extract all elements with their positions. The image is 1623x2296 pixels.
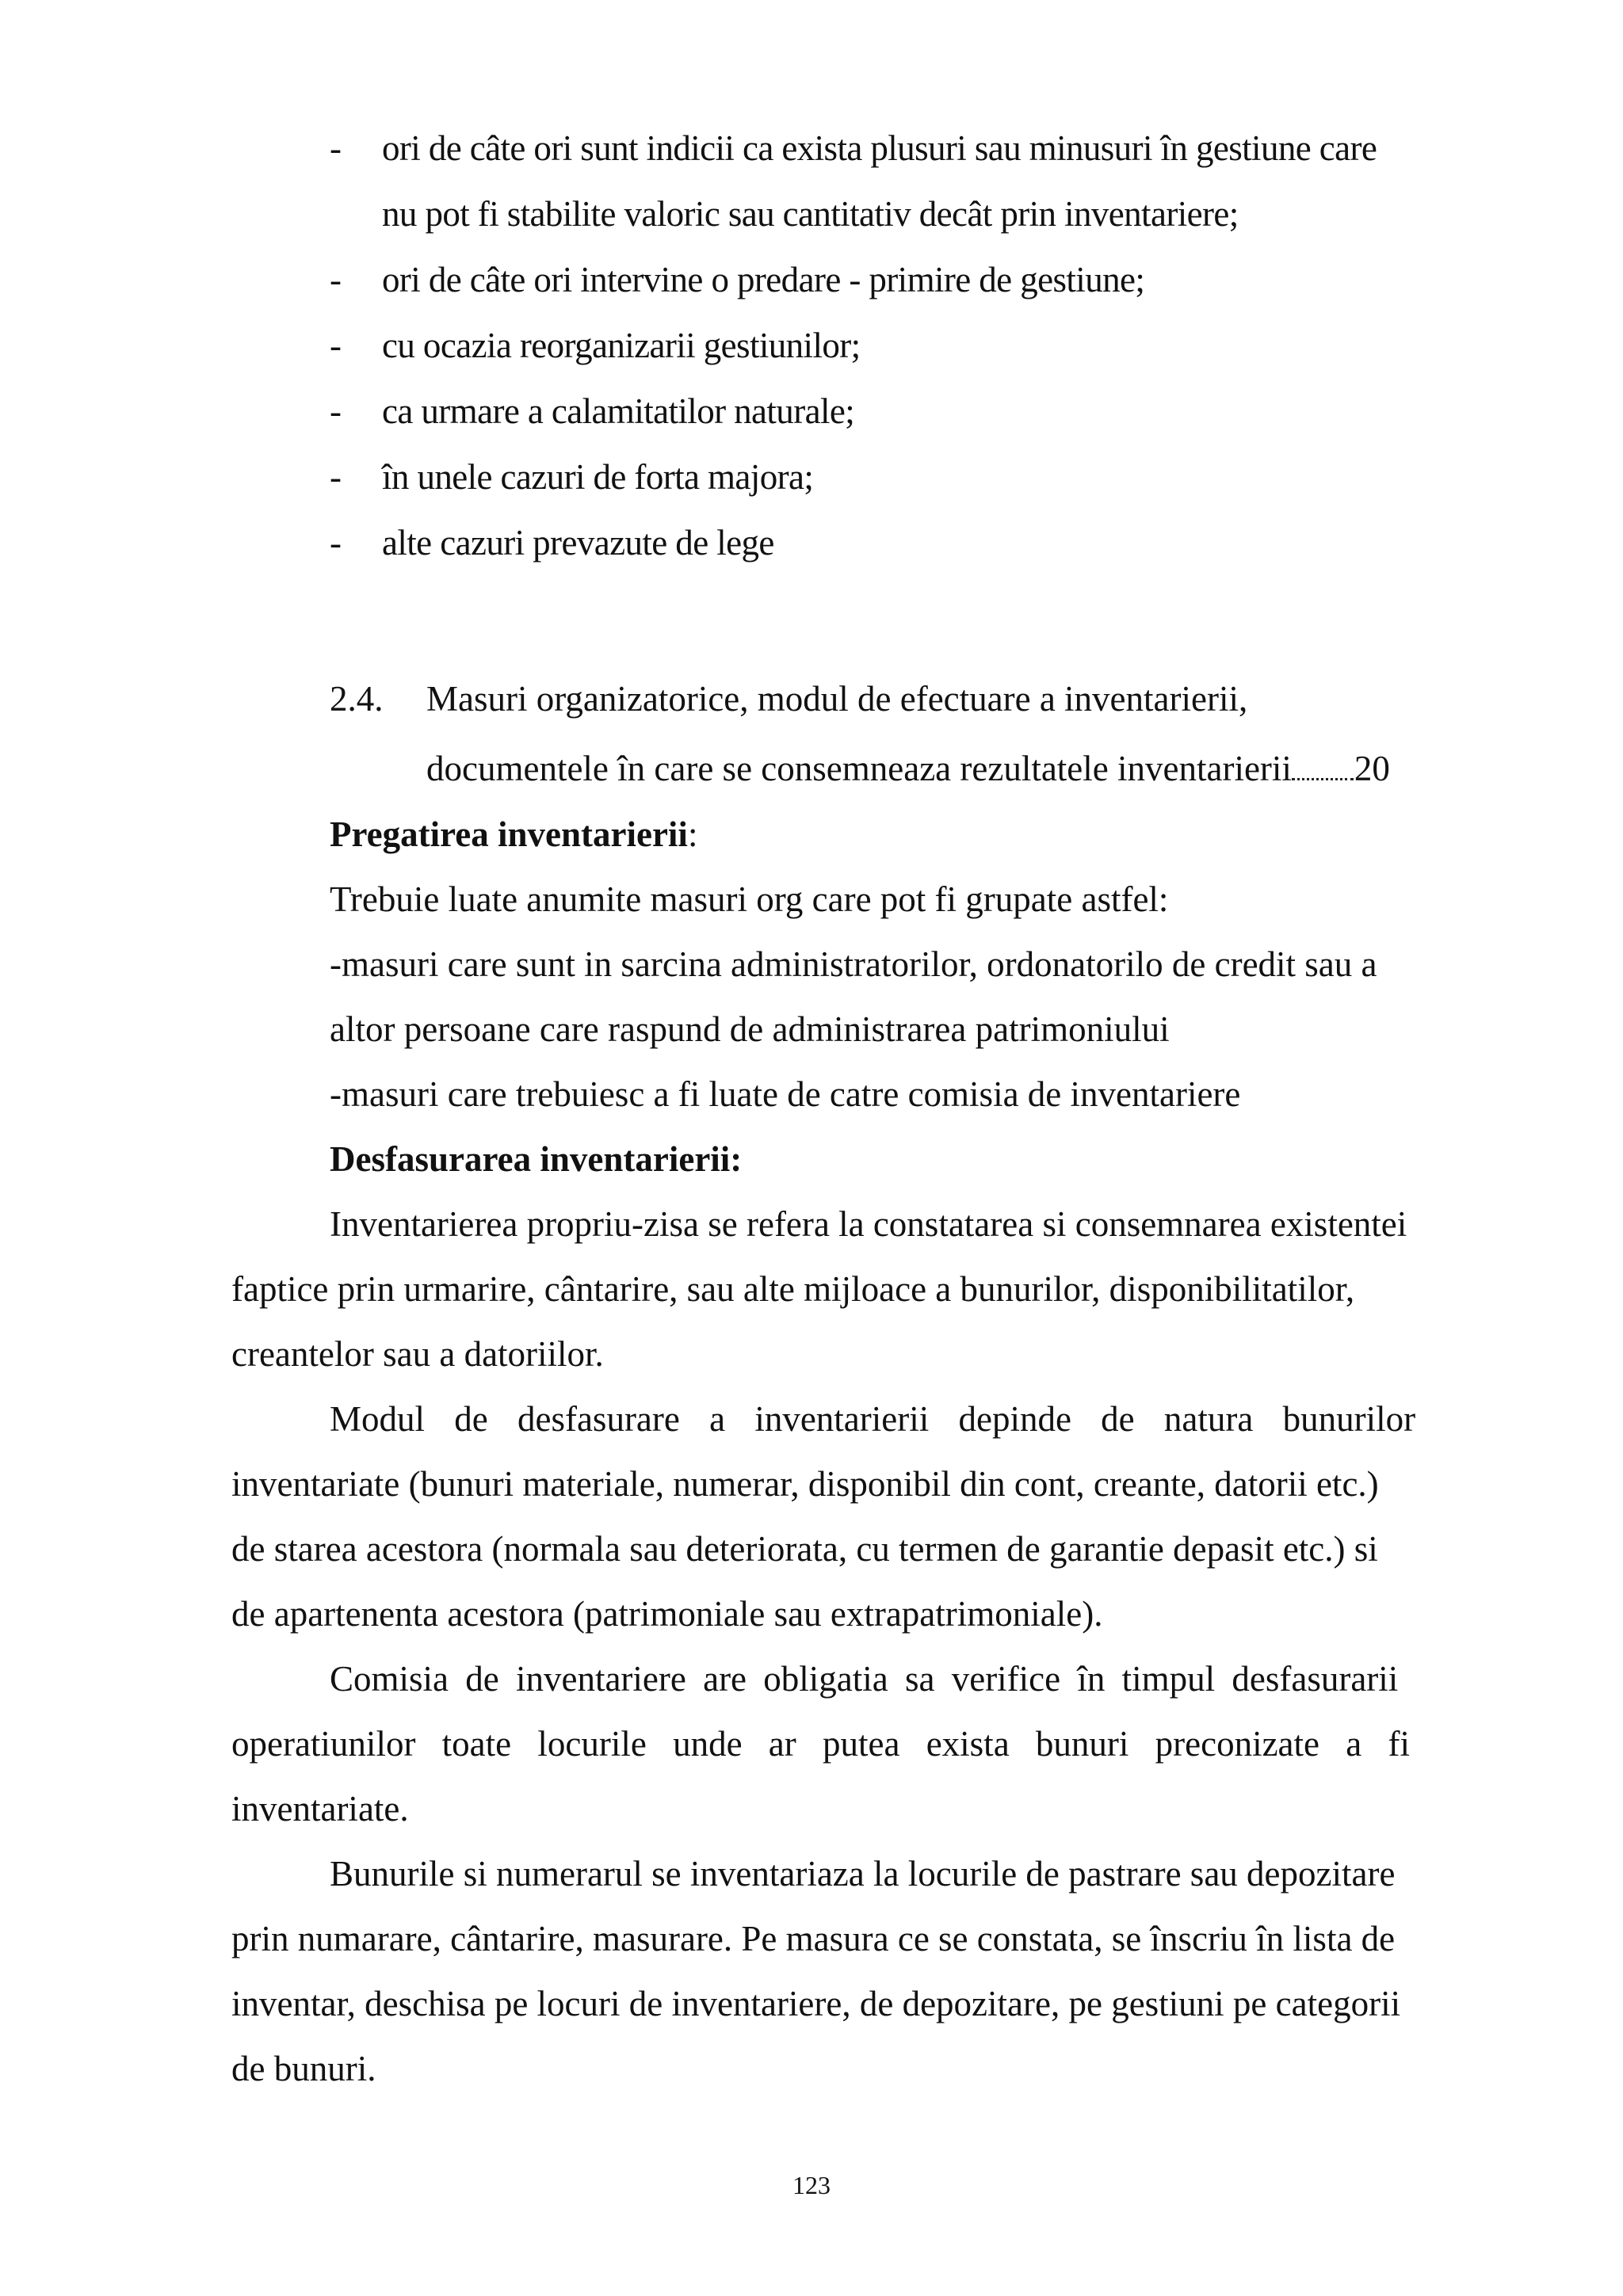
prep-heading-colon: : xyxy=(687,814,698,854)
bullet-dash: - xyxy=(330,128,342,168)
bullet-dash: - xyxy=(330,326,342,365)
bullet-dash: - xyxy=(330,457,342,497)
list-item xyxy=(330,116,1518,247)
section-title-text: documentele în care se consemneaza rezultatele inventarierii xyxy=(426,749,1292,788)
list-item-text: în unele cazuri de forta majora; xyxy=(382,457,814,497)
list-item xyxy=(330,379,1518,444)
list-item-text: cu ocazia reorganizarii gestiunilor; xyxy=(382,326,861,365)
paragraph-2-line-2: inventariate (bunuri materiale, numerar, disponibil din cont, creante, datorii etc.) xyxy=(231,1464,1379,1504)
list-item-text: ca urmare a calamitatilor naturale; xyxy=(382,391,855,431)
list-item xyxy=(330,247,1518,313)
section-title-line-2 xyxy=(426,734,1390,803)
list-item xyxy=(330,510,1518,576)
list-item-text-continued: nu pot fi stabilite valoric sau cantitativ decât prin inventariere; xyxy=(382,194,1239,234)
paragraph-3-line-2: operatiunilor toate locurile unde ar putea exista bunuri preconizate a fi xyxy=(231,1724,1410,1764)
paragraph-1-line-1: Inventarierea propriu-zisa se refera la constatarea si consemnarea existentei xyxy=(330,1204,1407,1244)
dotted-leader xyxy=(1292,778,1354,780)
list-item-text: ori de câte ori sunt indicii ca exista plusuri sau minusuri în gestiune care xyxy=(382,128,1377,168)
prep-item-1-line-1: -masuri care sunt in sarcina administratorilor, ordonatorilo de credit sau a xyxy=(330,944,1377,984)
list-item xyxy=(330,444,1518,510)
paragraph-4-line-1: Bunurile si numerarul se inventariaza la locurile de pastrare sau depozitare xyxy=(330,1854,1396,1894)
paragraph-1-line-2: faptice prin urmarire, cântarire, sau alte mijloace a bunurilor, disponibilitatilor, xyxy=(231,1269,1355,1309)
list-item xyxy=(330,313,1518,379)
paragraph-4-line-2: prin numarare, cântarire, masurare. Pe masura ce se constata, se înscriu în lista de xyxy=(231,1919,1396,1958)
section-page-ref: 20 xyxy=(1354,749,1390,788)
paragraph-2-line-3: de starea acestora (normala sau deteriorata, cu termen de garantie depasit etc.) si xyxy=(231,1529,1378,1569)
bullet-dash: - xyxy=(330,391,342,431)
paragraph-1-line-3: creantelor sau a datoriilor. xyxy=(231,1334,604,1374)
body-text xyxy=(231,802,1515,2101)
page-number: 123 xyxy=(792,2171,831,2199)
list-item-text: alte cazuri prevazute de lege xyxy=(382,523,774,563)
paragraph-3-line-3: inventariate. xyxy=(231,1789,409,1829)
section-title-line-1: Masuri organizatorice, modul de efectuare a inventarierii, xyxy=(426,679,1248,719)
bullet-dash: - xyxy=(330,523,342,563)
desf-heading: Desfasurarea inventarierii: xyxy=(330,1139,743,1179)
prep-item-1-line-2: altor persoane care raspund de administrarea patrimoniului xyxy=(330,1009,1170,1049)
prep-intro: Trebuie luate anumite masuri org care pot fi grupate astfel: xyxy=(330,879,1169,919)
prep-heading-line xyxy=(231,802,1515,867)
paragraph-2-line-1: Modul de desfasurare a inventarierii depinde de natura bunurilor xyxy=(330,1399,1416,1439)
paragraph-3-line-1: Comisia de inventariere are obligatia sa verifice în timpul desfasurarii xyxy=(330,1659,1399,1699)
paragraph-4-line-3: inventar, deschisa pe locuri de inventariere, de depozitare, pe gestiuni pe categorii xyxy=(231,1984,1401,2023)
list-item-text: ori de câte ori intervine o predare - primire de gestiune; xyxy=(382,260,1145,299)
paragraph-4-line-4: de bunuri. xyxy=(231,2049,376,2088)
prep-heading: Pregatirea inventarierii xyxy=(330,814,688,854)
bullet-list xyxy=(330,116,1518,576)
bullet-dash: - xyxy=(330,260,342,299)
paragraph-2-line-4: de apartenenta acestora (patrimoniale sau extrapatrimoniale). xyxy=(231,1594,1103,1634)
section-number: 2.4. xyxy=(330,679,384,719)
prep-item-2: -masuri care trebuiesc a fi luate de catre comisia de inventariere xyxy=(330,1074,1241,1114)
